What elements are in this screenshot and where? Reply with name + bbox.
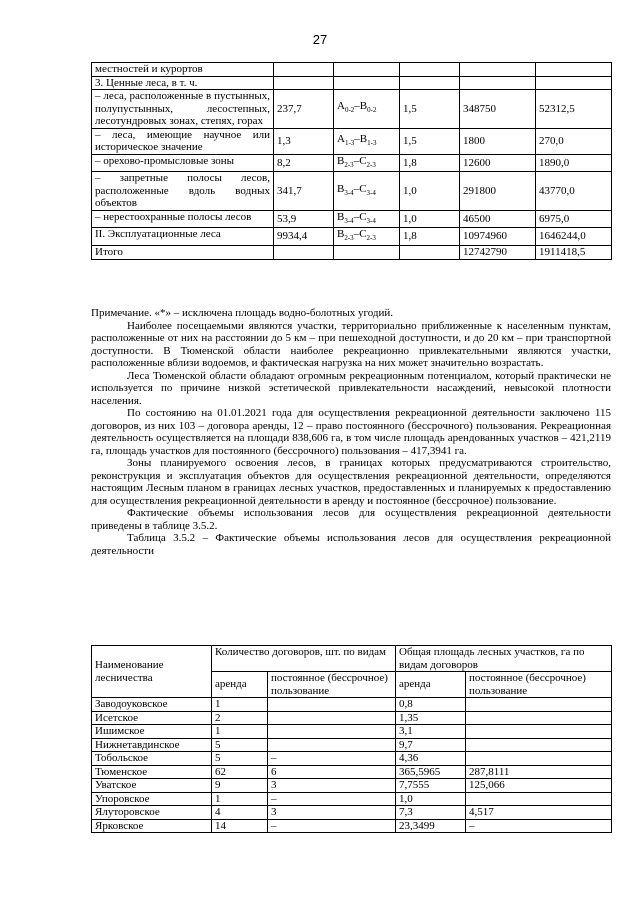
cell-c_lease: 1 (212, 725, 268, 739)
cell-norm: 1,8 (400, 154, 460, 172)
paragraph: По состоянию на 01.01.2021 года для осуществления рекреационной деятельности заключено 115 договоров, из них 103 – договора аренды, 12 – право постоянного (бессрочного) пользования. Рекреационная деятельность осуществляется на площади 838,606 га, в том числе площадь арендованных участков – 421,2119 га, площадь участков для постоянного (бессрочного) пользования – 417,3941 га. (91, 407, 611, 457)
cell-area: 341,7 (274, 172, 334, 211)
cell-class: $В_{2-3}-С_{2-3}$ (334, 154, 400, 172)
cell-name: Ишимское (92, 725, 212, 739)
cell-a_perm: 4,517 (466, 806, 612, 820)
cell-class (334, 76, 400, 90)
cell-load: 10974960 (460, 228, 536, 246)
cell-c_perm: – (268, 752, 396, 766)
table-row (92, 128, 612, 154)
cell-name: Итого (92, 246, 274, 260)
cell-name: II. Эксплуатационные леса (92, 228, 274, 246)
cell-c_perm (268, 711, 396, 725)
cell-c_lease: 1 (212, 792, 268, 806)
cell-name: 3. Ценные леса, в т. ч. (92, 76, 274, 90)
cell-c_perm: – (268, 819, 396, 833)
cell-a_lease: 4,36 (396, 752, 466, 766)
table-row (92, 738, 612, 752)
table-row (92, 172, 612, 211)
cell-a_lease: 1,0 (396, 792, 466, 806)
cell-c_lease: 1 (212, 698, 268, 712)
cell-area (274, 76, 334, 90)
cell-a_perm (466, 792, 612, 806)
table-row (92, 765, 612, 779)
header-total-area: Общая площадь лесных участков, га по видам договоров (396, 646, 612, 672)
cell-c_perm: – (268, 792, 396, 806)
table-row (92, 711, 612, 725)
table-note: Примечание. «*» – исключена площадь водно-болотных угодий. (91, 307, 394, 319)
cell-a_lease: 7,7555 (396, 779, 466, 793)
cell-class: $А_{1-3}-В_{1-3}$ (334, 128, 400, 154)
cell-load: 12742790 (460, 246, 536, 260)
subheader-lease: аренда (212, 672, 268, 698)
cell-name: – леса, имеющие научное или историческое значение (92, 128, 274, 154)
cell-name: Тюменское (92, 765, 212, 779)
cell-c_perm (268, 738, 396, 752)
page-number: 27 (312, 32, 328, 47)
cell-load: 348750 (460, 90, 536, 129)
table-row (92, 698, 612, 712)
cell-a_lease: 0,8 (396, 698, 466, 712)
cell-norm: 1,0 (400, 172, 460, 211)
cell-norm: 1,8 (400, 228, 460, 246)
cell-c_lease: 4 (212, 806, 268, 820)
cell-name: – нерестоохранные полосы лесов (92, 210, 274, 228)
cell-name: местностей и курортов (92, 63, 274, 77)
paragraph: Фактические объемы использования лесов для осуществления рекреационной деятельности приведены в таблице 3.5.2. (91, 507, 611, 532)
cell-fact (536, 76, 612, 90)
table-row (92, 806, 612, 820)
cell-c_lease: 9 (212, 779, 268, 793)
table-row (92, 210, 612, 228)
cell-a_lease: 9,7 (396, 738, 466, 752)
table-row (92, 819, 612, 833)
cell-a_perm (466, 725, 612, 739)
cell-norm: 1,5 (400, 128, 460, 154)
cell-fact: 52312,5 (536, 90, 612, 129)
cell-c_lease: 14 (212, 819, 268, 833)
cell-name: Упоровское (92, 792, 212, 806)
cell-name: Заводоуковское (92, 698, 212, 712)
recreation-usage-table (91, 645, 612, 833)
table-row (92, 752, 612, 766)
subheader-permanent-use: постоянное (бессрочное) пользование (268, 672, 396, 698)
cell-fact: 270,0 (536, 128, 612, 154)
subheader-permanent-use: постоянное (бессрочное) пользование (466, 672, 612, 698)
cell-area: 1,3 (274, 128, 334, 154)
recreation-load-table (91, 62, 612, 260)
cell-a_perm (466, 711, 612, 725)
header-contracts-count: Количество договоров, шт. по видам (212, 646, 396, 672)
cell-name: Исетское (92, 711, 212, 725)
cell-a_perm: 287,8111 (466, 765, 612, 779)
text-block (91, 307, 611, 557)
cell-load: 12600 (460, 154, 536, 172)
cell-a_perm (466, 752, 612, 766)
cell-a_lease: 365,5965 (396, 765, 466, 779)
cell-class: $А_{0-2}-В_{0-2}$ (334, 90, 400, 129)
cell-norm (400, 76, 460, 90)
cell-a_perm (466, 698, 612, 712)
cell-fact: 1911418,5 (536, 246, 612, 260)
cell-c_perm (268, 698, 396, 712)
cell-c_lease: 5 (212, 752, 268, 766)
cell-fact: 1890,0 (536, 154, 612, 172)
cell-load: 46500 (460, 210, 536, 228)
cell-class (334, 246, 400, 260)
cell-c_perm: 6 (268, 765, 396, 779)
cell-area (274, 246, 334, 260)
table-caption: Таблица 3.5.2 – Фактические объемы использования лесов для осуществления рекреационной деятельности (91, 532, 611, 557)
cell-name: Ярковское (92, 819, 212, 833)
cell-area: 8,2 (274, 154, 334, 172)
cell-name: – леса, расположенные в пустынных, полупустынных, лесостепных, лесотундровых зонах, степях, горах (92, 90, 274, 129)
table-row (92, 154, 612, 172)
paragraph: Зоны планируемого освоения лесов, в границах которых предусматриваются строительство, реконструкция и эксплуатация объектов для осуществления рекреационной деятельности, определяются настоящим Лесным планом в границах лесных участков, предоставленных и планируемых к предоставлению для осуществления рекреационной деятельности в аренду и постоянное (бессрочное) пользование. (91, 457, 611, 507)
cell-c_perm: 3 (268, 779, 396, 793)
cell-load: 1800 (460, 128, 536, 154)
header-forestry: Наименование лесничества (92, 646, 212, 698)
cell-norm (400, 63, 460, 77)
cell-a_lease: 7,3 (396, 806, 466, 820)
cell-norm (400, 246, 460, 260)
paragraph: Наиболее посещаемыми являются участки, территориально приближенные к населенным пунктам, расположенные от них на расстоянии до 5 км – при пешеходной доступности, и до 20 км – при транспортной доступности. В Тюменской области наиболее рекреационно привлекательными являются участки, расположенные вблизи водоемов, и фактическая нагрузка на них может значительно возрастать. (91, 319, 611, 369)
cell-a_perm: 125,066 (466, 779, 612, 793)
cell-a_perm (466, 738, 612, 752)
cell-a_lease: 23,3499 (396, 819, 466, 833)
cell-c_lease: 2 (212, 711, 268, 725)
cell-load (460, 63, 536, 77)
cell-norm: 1,0 (400, 210, 460, 228)
cell-name: Ялуторовское (92, 806, 212, 820)
cell-c_lease: 62 (212, 765, 268, 779)
cell-area: 53,9 (274, 210, 334, 228)
cell-class: $В_{2-3}-С_{2-3}$ (334, 228, 400, 246)
cell-load (460, 76, 536, 90)
paragraph: Леса Тюменской области обладают огромным рекреационным потенциалом, который практически не используется по причине низкой эстетической привлекательности насаждений, невысокой плотности населения. (91, 369, 611, 407)
table-row (92, 725, 612, 739)
cell-a_lease: 3,1 (396, 725, 466, 739)
table-row (92, 76, 612, 90)
cell-c_lease: 5 (212, 738, 268, 752)
cell-name: – орехово-промысловые зоны (92, 154, 274, 172)
cell-fact: 1646244,0 (536, 228, 612, 246)
cell-class: $В_{3-4}-С_{3-4}$ (334, 210, 400, 228)
table-row (92, 90, 612, 129)
cell-area: 9934,4 (274, 228, 334, 246)
cell-a_lease: 1,35 (396, 711, 466, 725)
cell-fact: 43770,0 (536, 172, 612, 211)
subheader-lease: аренда (396, 672, 466, 698)
table-row (92, 63, 612, 77)
cell-class: $В_{3-4}-С_{3-4}$ (334, 172, 400, 211)
cell-area: 237,7 (274, 90, 334, 129)
cell-c_perm (268, 725, 396, 739)
cell-name: Уватское (92, 779, 212, 793)
table-row (92, 246, 612, 260)
cell-name: Тобольское (92, 752, 212, 766)
table-row (92, 779, 612, 793)
cell-load: 291800 (460, 172, 536, 211)
cell-class (334, 63, 400, 77)
cell-name: – запретные полосы лесов, расположенные вдоль водных объектов (92, 172, 274, 211)
table-row (92, 228, 612, 246)
cell-norm: 1,5 (400, 90, 460, 129)
table-row (92, 792, 612, 806)
cell-area (274, 63, 334, 77)
cell-c_perm: 3 (268, 806, 396, 820)
cell-a_perm: – (466, 819, 612, 833)
cell-fact: 6975,0 (536, 210, 612, 228)
cell-name: Нижнетавдинское (92, 738, 212, 752)
cell-fact (536, 63, 612, 77)
